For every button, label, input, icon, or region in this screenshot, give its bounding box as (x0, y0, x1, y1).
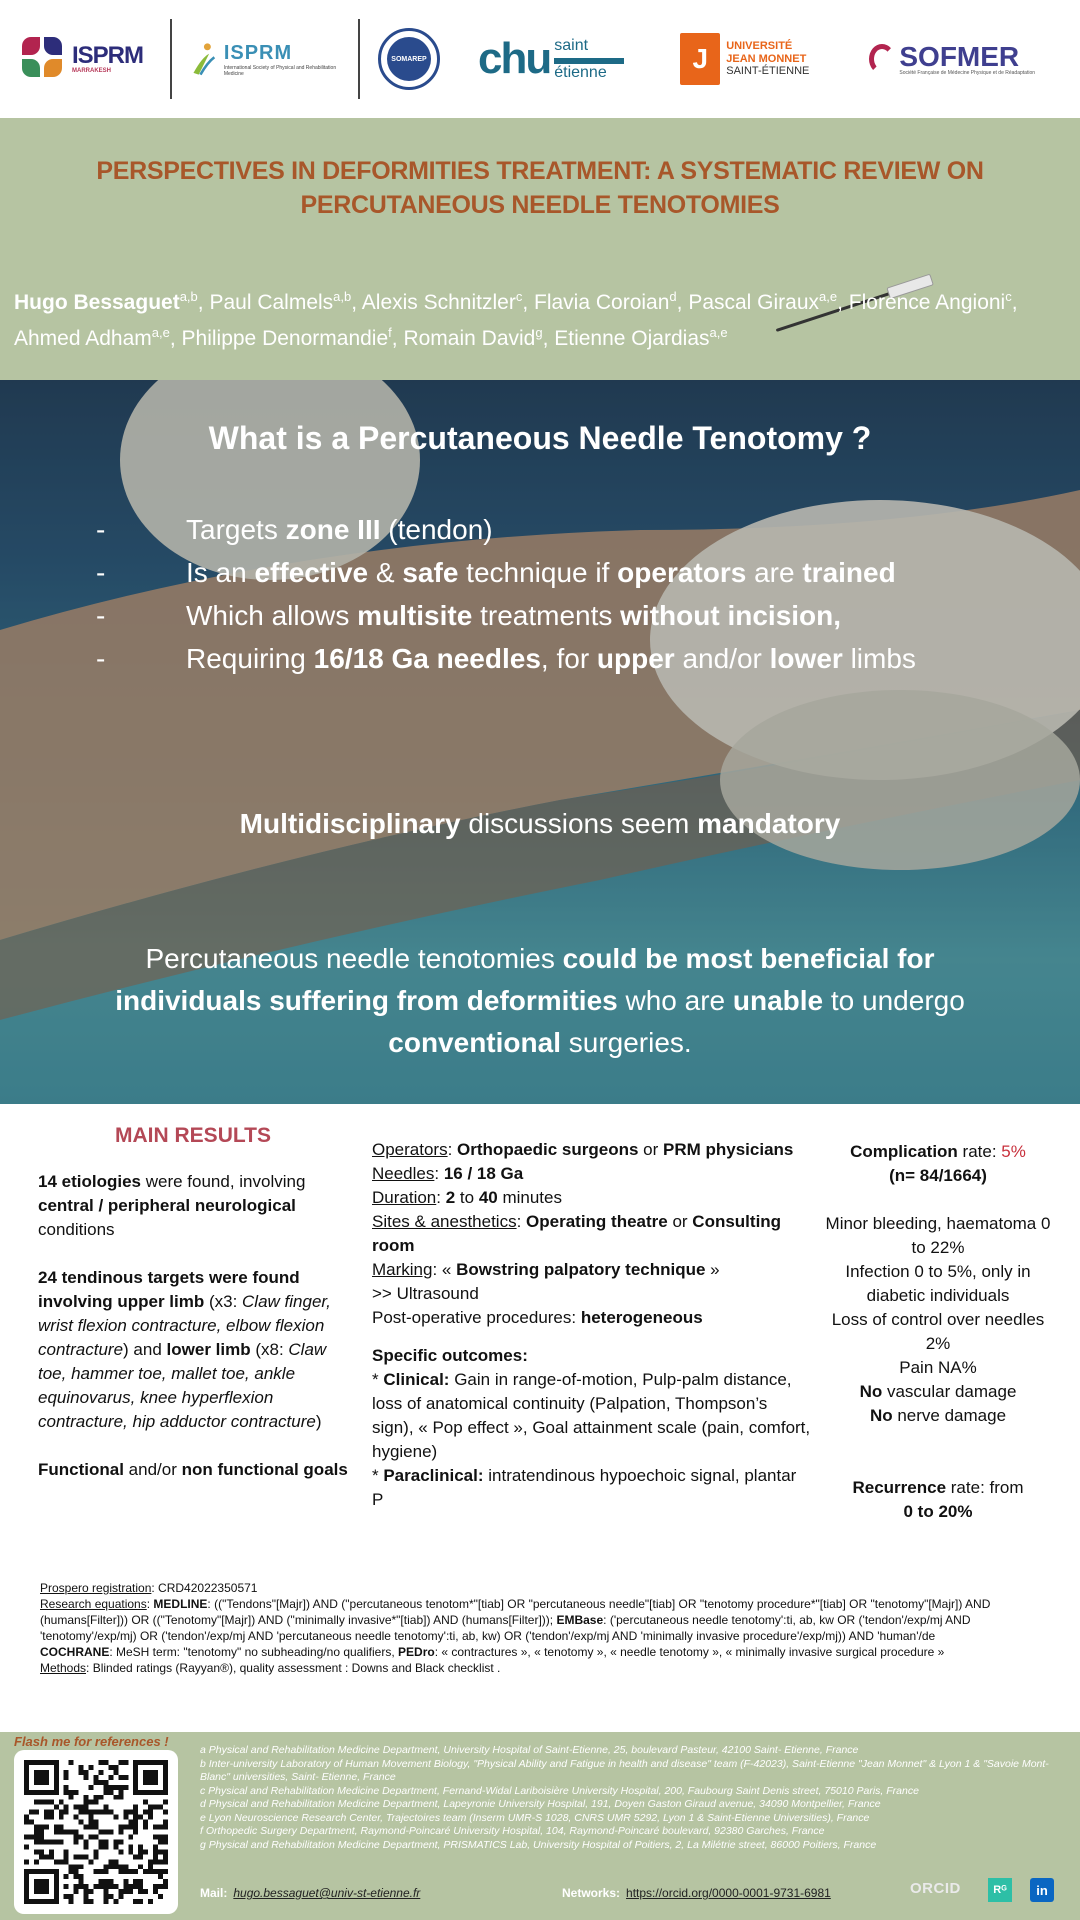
author-separator: , (837, 291, 849, 314)
ujm-line1: UNIVERSITÉ (726, 40, 793, 53)
text-run: central / peripheral neurological (38, 1196, 296, 1215)
text-run: Claw toe, hammer toe, mallet toe, ankle equinovarus, knee hyperflexion contracture, hip adductor contracture (38, 1340, 327, 1431)
text-run: Recurrence (852, 1478, 947, 1497)
isprm-congress-logo (22, 37, 152, 81)
author-separator: , (1011, 291, 1018, 314)
text-run: multisite (357, 600, 473, 631)
author-name: Alexis Schnitzler (361, 291, 516, 314)
methods-block (40, 1580, 1070, 1676)
text-run: safe (402, 557, 459, 588)
text-run: effective (254, 557, 369, 588)
flower-icon (22, 37, 66, 81)
result-item (372, 1210, 812, 1258)
author-separator: , (391, 327, 404, 350)
text-run: lower limb (166, 1340, 251, 1359)
result-item (372, 1258, 812, 1282)
ujm-line2: JEAN MONNET (726, 52, 807, 65)
text-run: EMBase (556, 1613, 604, 1627)
text-run: lower (769, 643, 843, 674)
text-run: : Blinded ratings (Rayyan®), quality assessment : Downs and Black checklist . (86, 1661, 501, 1675)
text-run: nerve damage (892, 1406, 1007, 1425)
text-run: upper (596, 643, 675, 674)
text-run: , for (540, 643, 597, 674)
text-run: Minor bleeding, haematoma 0 to 22% (825, 1214, 1051, 1257)
text-run: 16/18 Ga needles (313, 643, 541, 674)
text-run: rate: from (946, 1478, 1024, 1497)
result-item (372, 1344, 812, 1368)
logo-divider (170, 19, 172, 99)
recurrence-value: 0 to 20% (903, 1502, 973, 1521)
author-affiliation-sup: c (515, 289, 523, 304)
text-run: Sites & anesthetics (372, 1212, 517, 1231)
text-run: Research equations (40, 1597, 147, 1611)
text-run: intratendinous hypoechoic signal, plantar P (372, 1466, 797, 1509)
intro-heading: What is a Percutaneous Needle Tenotomy ? (208, 420, 872, 456)
chu-logo (478, 34, 624, 83)
text-run: ) (315, 1412, 322, 1431)
intro-bullet (96, 594, 996, 637)
text-run: (tendon) (380, 514, 493, 545)
text-run: Loss of control over needles 2% (831, 1310, 1045, 1353)
text-run: >> Ultrasound (372, 1284, 479, 1303)
text-run: Prospero registration (40, 1581, 152, 1595)
result-item (372, 1282, 812, 1306)
result-item (40, 1580, 1070, 1596)
text-run: unable (732, 985, 824, 1016)
result-item (372, 1368, 812, 1464)
text-run: or (667, 1212, 693, 1231)
result-item (40, 1596, 1070, 1644)
somarep-text: SOMAREP (387, 37, 431, 81)
author-name: Florence Angioni (848, 291, 1006, 314)
text-run: mandatory (697, 808, 841, 839)
text-run: and/or (674, 643, 770, 674)
text-run: ) and (123, 1340, 167, 1359)
affiliation-line: g Physical and Rehabilitation Medicine Department, PRISMATICS Lab, University Hospital of Poitiers, 2, La Milétrie street, 86000 Poitiers, France (200, 1838, 877, 1851)
text-run: Which allows (186, 600, 358, 631)
networks-label: Networks: (562, 1886, 621, 1900)
author-name: Hugo Bessaguet (14, 291, 180, 314)
result-item (818, 1404, 1058, 1428)
ujm-logo (680, 33, 809, 85)
text-run: surgeries. (560, 1027, 692, 1058)
author-affiliation-sup: a,b (333, 289, 352, 304)
chu-city: saint (554, 36, 589, 54)
text-run: Targets (186, 514, 286, 545)
text-run: MEDLINE (153, 1597, 208, 1611)
isprm-society-sub: International Society of Physical and Rehabilitation Medicine (223, 64, 337, 77)
text-run: conventional (388, 1027, 561, 1058)
author-affiliation-sup: g (535, 325, 543, 340)
poster-title (0, 154, 1080, 222)
author-separator: , (197, 291, 210, 314)
text-run: Marking (372, 1260, 433, 1279)
author-separator: , (169, 327, 182, 350)
result-item (372, 1138, 812, 1162)
flash-caption: Flash me for references ! (14, 1734, 169, 1749)
text-run: : (436, 1188, 446, 1207)
affiliation-list (200, 1744, 1060, 1852)
text-run: PRM physicians (662, 1140, 794, 1159)
result-item (38, 1266, 348, 1434)
author-affiliation-sup: c (1005, 289, 1012, 304)
text-run: * (372, 1370, 384, 1389)
linkedin-icon[interactable]: in (1030, 1878, 1054, 1902)
text-run: without incision, (620, 600, 842, 631)
intro-bullet (96, 637, 996, 680)
text-run: discussions seem (460, 808, 698, 839)
text-run: and/or (123, 1460, 182, 1479)
affiliation-line: c Physical and Rehabilitation Medicine Department, Fernand-Widal Lariboisière University Hospital, 200, Faubourg Saint Denis street, 75010 Paris, France (200, 1784, 919, 1797)
text-run: (x8: (250, 1340, 289, 1359)
intro-bullet (96, 551, 996, 594)
text-run: to (455, 1188, 479, 1207)
poster-title-line1: PERSPECTIVES IN DEFORMITIES TREATMENT: A SYSTEMATIC REVIEW ON (96, 157, 984, 185)
text-run: & (368, 557, 403, 588)
text-run: No (859, 1382, 883, 1401)
text-run: vascular damage (882, 1382, 1017, 1401)
complication-n: (n= 84/1664) (889, 1166, 987, 1185)
results-column-3 (818, 1140, 1058, 1524)
orcid-icon[interactable]: ORCID (910, 1880, 961, 1897)
text-run: Functional (38, 1460, 124, 1479)
somarep-logo (378, 28, 440, 90)
text-run: heterogeneous (580, 1308, 703, 1327)
text-run: : CRD42022350571 (151, 1581, 258, 1595)
text-run: COCHRANE (40, 1645, 110, 1659)
author-name: Philippe Denormandie (181, 327, 389, 350)
result-item (38, 1170, 348, 1242)
result-item (40, 1660, 1070, 1676)
text-run: Orthopaedic surgeons (457, 1140, 639, 1159)
logo-divider (358, 19, 360, 99)
text-run: Infection 0 to 5%, only in diabetic individuals (845, 1262, 1031, 1305)
isprm-congress-text: ISPRM (72, 42, 144, 69)
chu-city2: étienne (554, 63, 607, 81)
affiliation-line: d Physical and Rehabilitation Medicine Department, Lapeyronie University Hospital, 191, Doyen Gaston Giraud avenue, 34090 Montpellier, France (200, 1798, 881, 1810)
text-run: : « (432, 1260, 457, 1279)
result-item (818, 1308, 1058, 1356)
author-affiliation-sup: a,b (179, 289, 198, 304)
bullet-dash: - (96, 514, 106, 545)
sofmer-logo (869, 40, 1036, 76)
mail-label: Mail: (200, 1886, 228, 1900)
author-separator: , (522, 291, 534, 314)
text-run: : MeSH term: "tenotomy" no subheading/no qualifiers, (109, 1645, 399, 1659)
author-affiliation-sup: d (669, 289, 677, 304)
text-run: are (746, 557, 803, 588)
author-name: Paul Calmels (209, 291, 334, 314)
isprm-society-text: ISPRM (223, 41, 293, 64)
text-run: (x3: (204, 1292, 243, 1311)
result-item (372, 1464, 812, 1512)
footer (0, 1732, 1080, 1920)
ujm-mark: J (680, 33, 720, 85)
author-name: Pascal Giraux (688, 291, 820, 314)
text-run: who are (617, 985, 733, 1016)
text-run: No (869, 1406, 893, 1425)
text-run: Bowstring palpatory technique (456, 1260, 706, 1279)
text-run: Operating theatre (526, 1212, 668, 1231)
networks-line (562, 1886, 831, 1900)
text-run: PEDro (398, 1645, 435, 1659)
author-separator: , (542, 327, 555, 350)
text-run: Clinical: (383, 1370, 450, 1389)
qr-code-icon (24, 1760, 168, 1904)
text-run: * (372, 1466, 384, 1485)
researchgate-icon[interactable]: Rᴳ (988, 1878, 1012, 1902)
swoosh-icon (869, 44, 895, 74)
chu-text: chu (478, 34, 551, 83)
text-run: Gain in range-of-motion, Pulp-palm distance, loss of anatomical continuity (Palpation, Thompson’s sign), « Pop effect », Goal attainment scale (pain, comfort, hygiene) (372, 1370, 811, 1461)
text-run: Claw finger, wrist flexion contracture, elbow flexion contracture (38, 1292, 331, 1359)
text-run: Methods (40, 1661, 87, 1675)
result-item (372, 1306, 812, 1330)
text-run: 14 etiologies (38, 1172, 141, 1191)
text-run: could be most beneficial for individuals suffering from deformities (115, 943, 935, 1016)
text-run: to undergo (823, 985, 965, 1016)
text-run: zone III (285, 514, 381, 545)
text-run: treatments (472, 600, 621, 631)
text-run: trained (802, 557, 896, 588)
text-run: Pain NA% (899, 1358, 977, 1377)
result-item (372, 1162, 812, 1186)
text-run: were found, involving (140, 1172, 306, 1191)
text-run: : (("Tendons"[Majr]) AND ("percutaneous tenotom*"[tiab] OR "percutaneous needle"[tiab] OR "tenotomy procedure*"[tiab] OR "tenotomy"[Majr]) AND (humans[Filter])) OR (("Tenotomy"[Majr]) AND ("minimally invasive*"[tiab]) AND (humans[Filter])); (40, 1597, 991, 1627)
text-run: 16 / 18 Ga (443, 1164, 524, 1183)
text-run: conditions (38, 1220, 115, 1239)
result-item (372, 1186, 812, 1210)
results-column-2 (372, 1138, 812, 1512)
complication-value: 5% (1001, 1142, 1026, 1161)
conclusion-statement (90, 938, 990, 1064)
text-run: Specific outcomes: (372, 1346, 528, 1365)
author-affiliation-sup: f (388, 325, 392, 340)
affiliation-line: a Physical and Rehabilitation Medicine Department, University Hospital of Saint-Etienne, 25, boulevard Pasteur, 42100 Saint- Etienne, France (200, 1744, 859, 1756)
text-run: technique if (458, 557, 618, 588)
complication-rate: Complication rate: 5% (850, 1142, 1026, 1161)
text-run: Is an (186, 557, 255, 588)
author-name: Flavia Coroian (534, 291, 670, 314)
sofmer-text: SOFMER (899, 40, 1020, 72)
text-run: : (146, 1597, 154, 1611)
text-run: or (638, 1140, 663, 1159)
result-item (40, 1644, 1070, 1660)
text-run: : « contractures », « tenotomy », « needle tenotomy », « minimally invasive surgical procedure » (434, 1645, 945, 1659)
text-run: Percutaneous needle tenotomies (145, 943, 563, 974)
result-item (818, 1212, 1058, 1260)
poster-title-line2: PERCUTANEOUS NEEDLE TENOTOMIES (300, 191, 780, 219)
text-run: : ('percutaneous needle tenotomy':ti, ab, kw OR ('tendon'/exp/mj AND 'tenotomy'/exp/mj) OR ('tendon'/exp/mj AND 'percutaneous needle tenotomy':ti, ab, kw) OR ('tendon'/exp/mj AND 'minimally invasive procedure'/exp/mj)) AND 'human'/de (40, 1613, 971, 1643)
text-run: Consulting room (372, 1212, 782, 1255)
logo-bar (0, 0, 1080, 118)
text-run: : (447, 1140, 458, 1159)
affiliation-line: f Orthopedic Surgery Department, Raymond-Poincaré University Hospital, 104, Raymond-Poincaré boulevard, 92380 Garches, France (200, 1825, 825, 1837)
intro-bullet (96, 508, 996, 551)
bullet-dash: - (96, 557, 106, 588)
procedure-photo (0, 380, 1080, 1104)
text-run: limbs (842, 643, 916, 674)
author-name: Ahmed Adham (14, 327, 152, 350)
text-run: Multidisciplinary (239, 808, 461, 839)
text-run: Duration (372, 1188, 437, 1207)
result-item (818, 1380, 1058, 1404)
text-run: Paraclinical: (383, 1466, 484, 1485)
person-icon (190, 39, 218, 79)
title-band (0, 118, 1080, 380)
author-name: Romain David (403, 327, 536, 350)
text-run: Post-operative procedures: (372, 1308, 581, 1327)
text-run: » (705, 1260, 720, 1279)
main-results-heading: MAIN RESULTS (115, 1124, 271, 1147)
author-name: Etienne Ojardias (554, 327, 710, 350)
text-run: non functional goals (181, 1460, 348, 1479)
mail-link[interactable]: hugo.bessaguet@univ-st-etienne.fr (233, 1886, 421, 1900)
affiliation-line: b Inter-university Laboratory of Human Movement Biology, "Physical Ability and Fatigue in health and disease" team (F-42023), Saint-Etienne "Jean Monnet" & Lyon 1 & "Savoie Mont-Blanc" universities, Saint- Etienne, France (200, 1757, 1049, 1783)
text-run: 24 tendinous targets were found involving upper limb (38, 1268, 300, 1311)
text-run: minutes (497, 1188, 562, 1207)
text-run: 2 (445, 1188, 456, 1207)
qr-code[interactable] (14, 1750, 178, 1914)
mail-line (200, 1886, 420, 1900)
ujm-line3: SAINT-ÉTIENNE (726, 65, 810, 78)
multidisciplinary-statement (0, 808, 1080, 840)
results-section (0, 1104, 1080, 1574)
text-run: Requiring (186, 643, 314, 674)
author-affiliation-sup: a,e (709, 325, 728, 340)
author-separator: , (676, 291, 689, 314)
text-run: 40 (478, 1188, 498, 1207)
bullet-dash: - (96, 643, 106, 674)
isprm-congress-sub: MARRAKESH (72, 68, 111, 74)
result-item (818, 1260, 1058, 1308)
text-run: : (434, 1164, 444, 1183)
results-column-1 (38, 1124, 348, 1506)
isprm-society-logo (190, 39, 340, 79)
author-affiliation-sup: a,e (151, 325, 170, 340)
text-run: Operators (372, 1140, 448, 1159)
text-run: Needles (372, 1164, 435, 1183)
result-item (38, 1458, 348, 1482)
bullet-dash: - (96, 600, 106, 631)
author-list (14, 282, 1074, 354)
text-run: : (516, 1212, 527, 1231)
intro-bullet-list (96, 508, 996, 680)
text-run: operators (617, 557, 747, 588)
author-affiliation-sup: a,e (819, 289, 838, 304)
affiliation-line: e Lyon Neuroscience Research Center, Trajectoires team (Inserm UMR-S 1028, CNRS UMR 5292, Lyon 1 & Saint-Etienne Universities), France (200, 1811, 870, 1824)
sofmer-sub: Société Française de Médecine Physique et de Réadaptation (899, 69, 1036, 76)
recurrence-rate (818, 1476, 1058, 1500)
author-separator: , (351, 291, 362, 314)
result-item (818, 1356, 1058, 1380)
orcid-link[interactable]: https://orcid.org/0000-0001-9731-6981 (626, 1886, 831, 1900)
